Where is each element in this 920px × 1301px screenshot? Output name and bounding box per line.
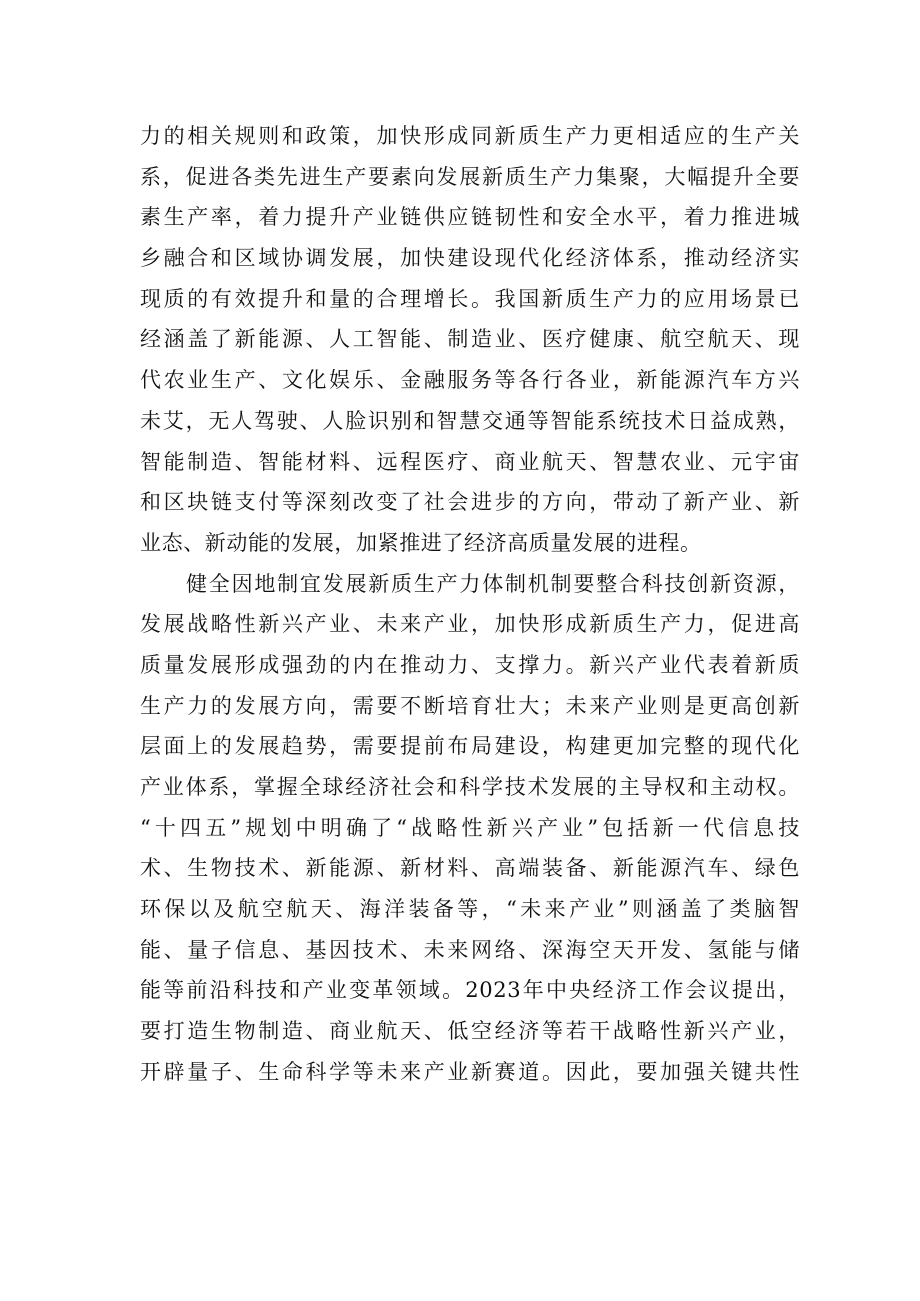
paragraph-line: 未艾，无人驾驶、人脸识别和智慧交通等智能系统技术日益成熟， <box>140 408 800 433</box>
paragraph-line: 开辟量子、生命科学等未来产业新赛道。因此，要加强关键共性 <box>140 1059 800 1084</box>
paragraph-line: 经涵盖了新能源、人工智能、制造业、医疗健康、航空航天、现 <box>140 327 800 352</box>
paragraph-line: 健全因地制宜发展新质生产力体制机制要整合科技创新资源， <box>186 571 800 596</box>
paragraph-line: 环保以及航空航天、海洋装备等，“未来产业”则涵盖了类脑智 <box>140 897 800 922</box>
paragraph-line: 产业体系，掌握全球经济社会和科学技术发展的主导权和主动权。 <box>140 775 800 799</box>
paragraph-line: 生产力的发展方向，需要不断培育壮大；未来产业则是更高创新 <box>140 693 800 718</box>
paragraph-line: 能、量子信息、基因技术、未来网络、深海空天开发、氢能与储 <box>140 937 800 962</box>
paragraph-line: 术、生物技术、新能源、新材料、高端装备、新能源汽车、绿色 <box>140 856 800 881</box>
paragraph-2 <box>140 564 800 1093</box>
paragraph-line: 层面上的发展趋势，需要提前布局建设，构建更加完整的现代化 <box>140 734 800 759</box>
paragraph-line: 素生产率，着力提升产业链供应链韧性和安全水平，着力推进城 <box>140 205 800 230</box>
paragraph-line: 质量发展形成强劲的内在推动力、支撑力。新兴产业代表着新质 <box>140 652 800 677</box>
paragraph-1 <box>140 116 800 564</box>
paragraph-line: 和区块链支付等深刻改变了社会进步的方向，带动了新产业、新 <box>140 490 800 515</box>
paragraph-line: 代农业生产、文化娱乐、金融服务等各行各业，新能源汽车方兴 <box>140 368 800 393</box>
paragraph-line: 要打造生物制造、商业航天、低空经济等若干战略性新兴产业， <box>140 1019 800 1044</box>
paragraph-line: 乡融合和区域协调发展，加快建设现代化经济体系，推动经济实 <box>140 246 800 271</box>
document-body <box>140 116 800 1093</box>
paragraph-line: 能等前沿科技和产业变革领域。2023年中央经济工作会议提出， <box>140 978 800 1003</box>
paragraph-line: 发展战略性新兴产业、未来产业，加快形成新质生产力，促进高 <box>140 612 800 637</box>
paragraph-line: “十四五”规划中明确了“战略性新兴产业”包括新一代信息技 <box>140 815 800 840</box>
paragraph-line: 系，促进各类先进生产要素向发展新质生产力集聚，大幅提升全要 <box>140 164 800 189</box>
paragraph-line: 智能制造、智能材料、远程医疗、商业航天、智慧农业、元宇宙 <box>140 449 800 474</box>
paragraph-line: 业态、新动能的发展，加紧推进了经济高质量发展的进程。 <box>140 530 702 555</box>
paragraph-line: 现质的有效提升和量的合理增长。我国新质生产力的应用场景已 <box>140 286 800 311</box>
paragraph-line: 力的相关规则和政策，加快形成同新质生产力更相适应的生产关 <box>140 124 800 148</box>
